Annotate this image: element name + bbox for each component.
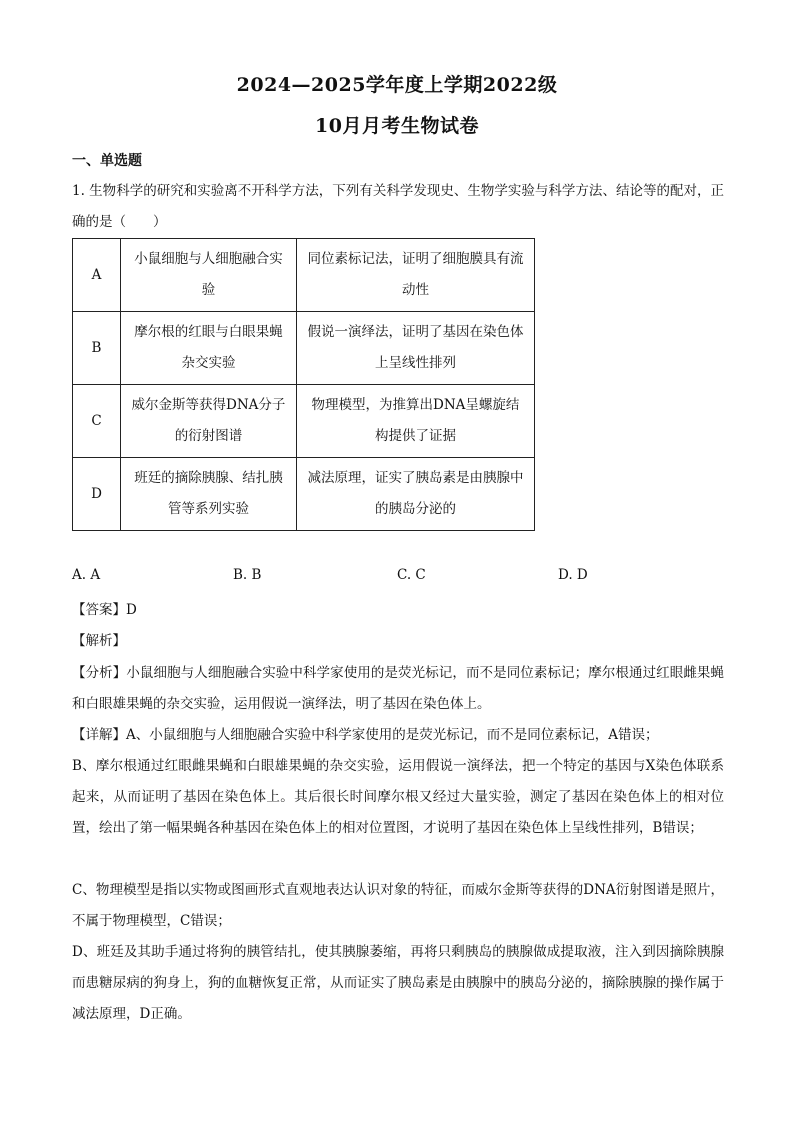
analysis-label: 【解析】 (72, 633, 126, 649)
table-row (73, 312, 535, 385)
exam-title-line1: 2024—2025学年度上学期2022级 (236, 74, 558, 96)
table-row (73, 458, 535, 531)
row-method: 假说一演绎法，证明了基因在染色体上呈线性排列 (297, 312, 535, 385)
choice-b: B. B (233, 567, 262, 583)
row-experiment: 摩尔根的红眼与白眼果蝇杂交实验 (121, 312, 297, 385)
row-experiment: 班廷的摘除胰腺、结扎胰管等系列实验 (121, 458, 297, 531)
choice-d: D. D (558, 567, 588, 583)
choice-c: C. C (397, 567, 426, 583)
section-title: 一、单选题 (72, 153, 142, 169)
choice-a: A. A (72, 567, 101, 583)
row-method: 同位素标记法，证明了细胞膜具有流动性 (297, 239, 535, 312)
options-table (72, 238, 535, 531)
detail-a: 【详解】A、小鼠细胞与人细胞融合实验中科学家使用的是荧光标记，而不是同位素标记，A错误； (72, 727, 659, 743)
row-label: B (73, 312, 121, 385)
row-label: C (73, 385, 121, 458)
table-row (73, 385, 535, 458)
row-experiment: 小鼠细胞与人细胞融合实验 (121, 239, 297, 312)
analysis-summary: 【分析】小鼠细胞与人细胞融合实验中科学家使用的是荧光标记，而不是同位素标记；摩尔根通过红眼雌果蝇和白眼雄果蝇的杂交实验，运用假说一演绎法，明了基因在染色体上。 (72, 665, 724, 712)
row-method: 减法原理，证实了胰岛素是由胰腺中的胰岛分泌的 (297, 458, 535, 531)
detail-c: C、物理模型是指以实物或图画形式直观地表达认识对象的特征，而威尔金斯等获得的DNA衍射图谱是照片，不属于物理模型，C错误； (72, 882, 724, 929)
row-label: A (73, 239, 121, 312)
detail-d: D、班廷及其助手通过将狗的胰管结扎，使其胰腺萎缩，再将只剩胰岛的胰腺做成提取液，注入到因摘除胰腺而患糖尿病的狗身上，狗的血糖恢复正常，从而证实了胰岛素是由胰腺中的胰岛分泌的，摘除胰腺的操作属于减法原理，D正确。 (72, 944, 724, 1022)
row-label: D (73, 458, 121, 531)
exam-title-line2: 10月月考生物试卷 (315, 115, 479, 137)
question-stem: 1. 生物科学的研究和实验离不开科学方法，下列有关科学发现史、生物学实验与科学方法、结论等的配对，正确的是（ ） (72, 183, 724, 230)
table-row (73, 239, 535, 312)
row-method: 物理模型，为推算出DNA呈螺旋结构提供了证据 (297, 385, 535, 458)
answer-line (72, 598, 137, 618)
answer-value: D (126, 602, 137, 618)
detail-b: B、摩尔根通过红眼雌果蝇和白眼雄果蝇的杂交实验，运用假说一演绎法，把一个特定的基因与X染色体联系起来，从而证明了基因在染色体上。其后很长时间摩尔根又经过大量实验，测定了基因在染色体上的相对位置，绘出了第一幅果蝇各种基因在染色体上的相对位置图，才说明了基因在染色体上呈线性排列，B错误； (72, 758, 724, 836)
row-experiment: 威尔金斯等获得DNA分子的衍射图谱 (121, 385, 297, 458)
answer-label: 【答案】 (72, 602, 126, 618)
